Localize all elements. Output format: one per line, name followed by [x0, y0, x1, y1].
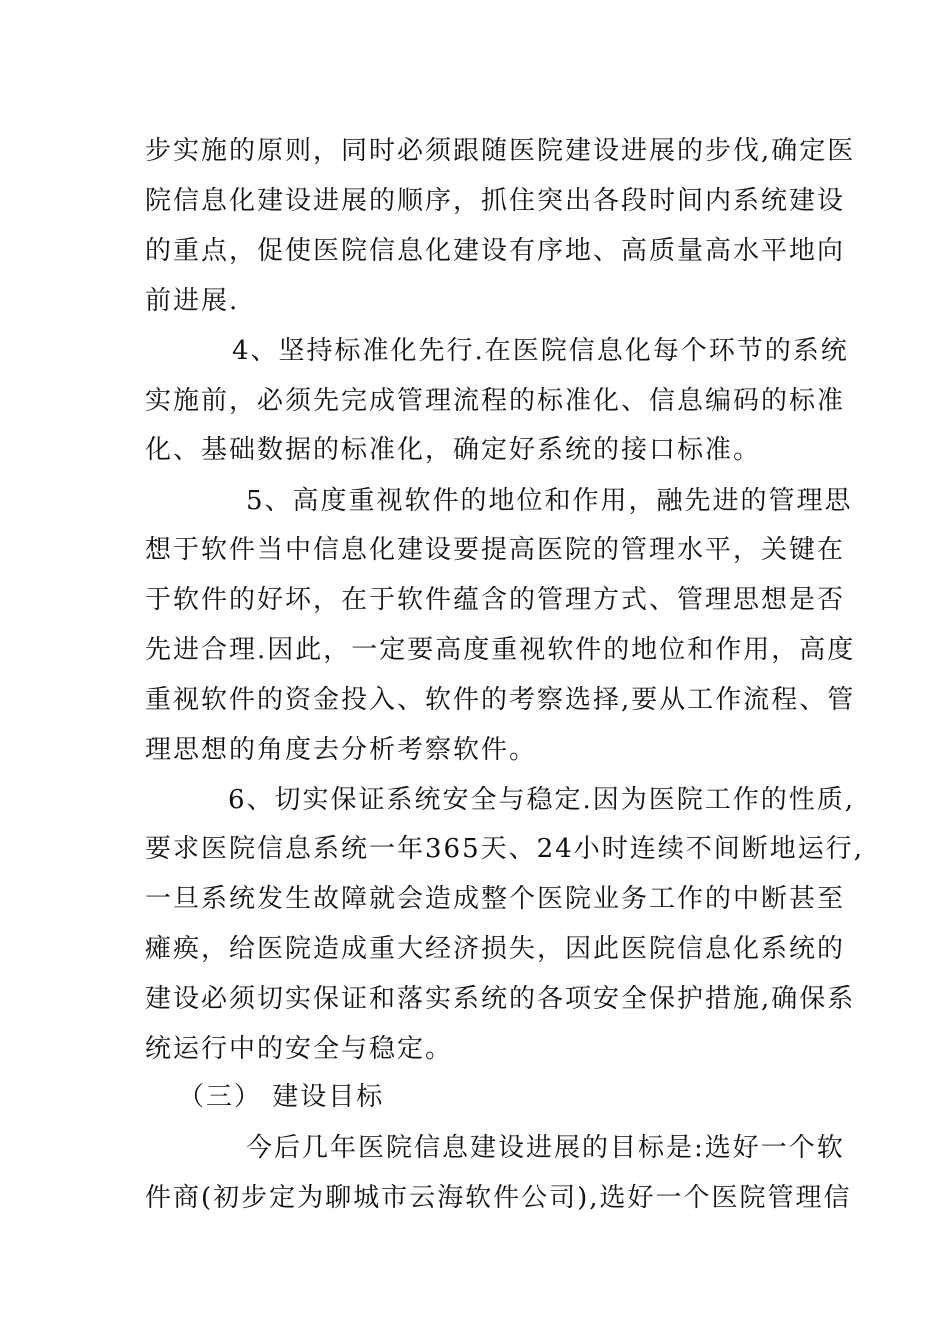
paragraph-line: 统运行中的安全与稳定。	[145, 1034, 454, 1064]
paragraph-line: 先进合理.因此，一定要高度重视软件的地位和作用，高度	[145, 635, 856, 665]
paragraph-line: 一旦系统发生故障就会造成整个医院业务工作的中断甚至	[145, 884, 846, 914]
item-6-heading-line: 6、切实保证系统安全与稳定.因为医院工作的性质,	[228, 785, 856, 815]
paragraph-line: 前进展.	[145, 286, 240, 316]
paragraph-line: 瘫痪，给医院造成重大经济损失，因此医院信息化系统的	[145, 934, 846, 964]
paragraph-line: 重视软件的资金投入、软件的考察选择,要从工作流程、管	[145, 685, 856, 715]
paragraph-line: 想于软件当中信息化建设要提高医院的管理水平，关键在	[145, 535, 846, 565]
paragraph-first-line: 今后几年医院信息建设进展的目标是:选好一个软	[246, 1133, 845, 1163]
item-5-heading-line: 5、高度重视软件的地位和作用，融先进的管理思	[246, 486, 853, 516]
paragraph-line: 的重点，促使医院信息化建设有序地、高质量高水平地向	[145, 236, 846, 266]
paragraph-line: 化、基础数据的标准化，确定好系统的接口标准。	[145, 435, 762, 465]
paragraph-line: 要求医院信息系统一年365天、24小时连续不间断地运行,	[145, 834, 864, 864]
section-heading: （三） 建设目标	[178, 1082, 385, 1112]
paragraph-line: 于软件的好坏，在于软件蕴含的管理方式、管理思想是否	[145, 585, 846, 615]
paragraph-line: 步实施的原则，同时必须跟随医院建设进展的步伐,确定医	[145, 136, 856, 166]
paragraph-line: 件商(初步定为聊城市云海软件公司),选好一个医院管理信	[145, 1183, 852, 1213]
paragraph-line: 实施前，必须先完成管理流程的标准化、信息编码的标准	[145, 386, 846, 416]
paragraph-line: 建设必须切实保证和落实系统的各项安全保护措施,确保系	[145, 984, 856, 1014]
item-4-heading-line: 4、坚持标准化先行.在医院信息化每个环节的系统	[232, 336, 849, 366]
paragraph-line: 院信息化建设进展的顺序，抓住突出各段时间内系统建设	[145, 186, 846, 216]
paragraph-line: 理思想的角度去分析考察软件。	[145, 735, 538, 765]
